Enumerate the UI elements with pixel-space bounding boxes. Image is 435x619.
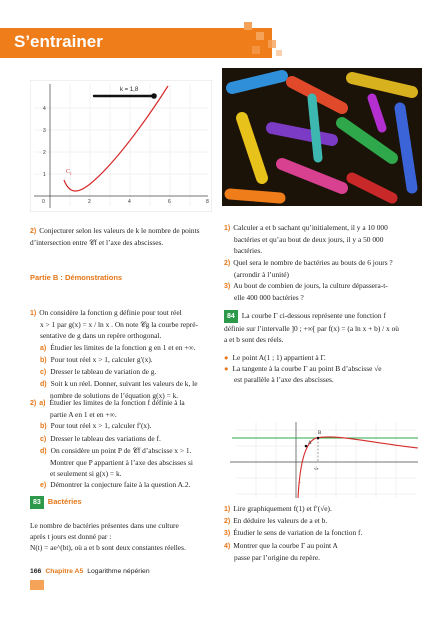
question-text: En déduire les valeurs de a et b.: [233, 516, 328, 526]
question-text: (arrondir à l’unité): [234, 269, 289, 279]
bullet-icon: ●: [224, 363, 229, 373]
chapter-title: Logarithme népérien: [87, 568, 150, 575]
gamma-label: Γ: [298, 483, 301, 488]
subquestion-text: Étudier les limites de la fonction f définie à la: [49, 398, 185, 407]
subquestion-label: b): [40, 356, 47, 364]
paragraph-line: N(t) = ae^(bt), où a et b sont deux constantes réelles.: [30, 543, 186, 553]
question-A2: [30, 225, 215, 248]
x-tick: 8: [206, 199, 209, 205]
question-number: 3): [224, 530, 231, 538]
decor-square: [244, 22, 252, 30]
bullet-icon: ●: [224, 352, 229, 362]
curve-graph: [30, 80, 212, 212]
exercise-84-questions: [224, 503, 424, 563]
decor-square: [252, 46, 260, 54]
subquestion-text: Pour tout réel x > 1, calculer g′(x).: [50, 354, 153, 364]
y-tick: 3: [43, 128, 46, 134]
y-tick: 1: [43, 172, 46, 178]
subquestion-text: Démontrer la conjecture faite à la question A.2.: [50, 480, 191, 490]
x-tick: 2: [88, 199, 91, 205]
question-number: 3): [224, 283, 231, 291]
exercise-number-badge: 83: [30, 496, 44, 509]
question-text: sentative de g dans un repère orthogonal.: [40, 331, 162, 341]
chapter-label: Chapitre A5: [45, 568, 84, 575]
subquestion-text: et seulement si g(x) = k.: [50, 469, 122, 479]
question-B2: [30, 397, 215, 492]
subquestion-text: Étudier les limites de la fonction g en 1 et en +∞.: [50, 342, 196, 352]
subquestion-text: partie A en 1 et en +∞.: [50, 410, 117, 420]
question-text: elle 400 000 bactéries ?: [234, 293, 304, 303]
subquestion-text: Pour tout réel x > 1, calculer f′(x).: [50, 421, 152, 431]
question-number: 1): [224, 225, 231, 232]
bullet-text: est parallèle à l’axe des abscisses.: [234, 375, 334, 385]
bullet-text: Le point A(1 ; 1) appartient à Γ.: [232, 352, 326, 362]
question-text: Conjecturer selon les valeurs de k le nombre de points d’intersection entre 𝒞f et l’axe des abscisses.: [30, 226, 200, 248]
question-number: 2): [224, 259, 231, 267]
subquestion-label: a): [39, 400, 46, 407]
decor-square: [268, 40, 276, 48]
subquestion-text: Soit k un réel. Donner, suivant les valeurs de k, le: [50, 379, 198, 389]
subquestion-text: Montrer que P appartient à l’axe des abscisses si: [50, 458, 193, 468]
slider-label: k = 1,8: [120, 87, 139, 93]
point-b-label: B: [318, 431, 322, 436]
paragraph-line: après t jours est donné par :: [30, 532, 112, 542]
paragraph-line: La courbe Γ ci-dessous représente une fonction f: [241, 311, 386, 320]
subquestion-label: d): [40, 381, 47, 389]
question-number: 4): [224, 542, 231, 550]
footer-tab: [30, 580, 44, 590]
subquestion-text: nombre de solutions de l’équation g(x) = k.: [50, 391, 179, 401]
subquestion-text: On considère un point P de 𝒞f d’abscisse x > 1.: [50, 445, 192, 455]
question-number: 2): [30, 400, 37, 407]
question-text: Quel sera le nombre de bactéries au bouts de 6 jours ?: [233, 257, 393, 267]
bacteria-photo: [222, 68, 422, 206]
decor-square: [276, 50, 282, 56]
decor-square: [256, 32, 264, 40]
subquestion-text: Dresser le tableau des variations de f.: [50, 433, 161, 443]
chapter-banner: [0, 28, 272, 58]
page-number: 166: [30, 568, 42, 575]
exercise-number-badge: 84: [224, 310, 238, 323]
exercise-83-questions: [224, 222, 424, 303]
page-title: S’entrainer: [14, 32, 103, 51]
question-text: Lire graphiquement f(1) et f′(√e).: [233, 504, 332, 513]
question-number: 2): [30, 228, 37, 235]
x-tick: 4: [128, 199, 131, 205]
x-tick: 6: [168, 199, 171, 205]
exercise-83-heading: [30, 496, 82, 509]
curve-label: C: [66, 169, 71, 175]
paragraph-line: a et b sont des réels.: [224, 335, 284, 345]
curve-label-sub: f: [70, 171, 72, 176]
question-text: Montrer que la courbe Γ au point A: [233, 540, 338, 550]
subquestion-label: b): [40, 423, 47, 431]
question-text: passe par l’origine du repère.: [234, 552, 320, 562]
question-B1: [30, 307, 215, 402]
x-tick: 0: [42, 199, 45, 205]
exercise-84-text: [224, 310, 424, 385]
sqrt-e-label: √e: [314, 466, 319, 471]
question-text: x > 1 par g(x) = x / ln x . On note 𝒞g la courbe repré-: [40, 320, 199, 330]
bullet-text: La tangente à la courbe Γ au point B d’abscisse √e: [232, 363, 382, 373]
subquestion-label: a): [40, 344, 47, 352]
question-text: bactéries et qu’au bout de deux jours, il y a 50 000: [234, 235, 384, 245]
question-text: Au bout de combien de jours, la culture dépassera-t-: [233, 281, 388, 291]
page-footer: [30, 568, 150, 575]
question-number: 1): [30, 310, 37, 317]
subquestion-label: d): [40, 447, 47, 455]
gamma-graph: [226, 420, 422, 500]
subquestion-text: Dresser le tableau de variation de g.: [50, 367, 157, 377]
question-text: Calculer a et b sachant qu’initialement, il y a 10 000: [233, 223, 388, 232]
subquestion-label: c): [40, 369, 47, 377]
question-text: Étudier le sens de variation de la fonction f.: [233, 528, 363, 538]
exercise-83-text: [30, 520, 220, 554]
point-a-label: A: [308, 441, 312, 446]
subquestion-label: c): [40, 435, 47, 443]
subquestion-label: e): [40, 482, 47, 490]
y-tick: 2: [43, 150, 46, 156]
y-tick: 4: [43, 106, 46, 112]
section-heading: Partie B : Démonstrations: [30, 273, 123, 282]
question-text: On considère la fonction g définie pour tout réel: [39, 308, 182, 317]
exercise-title: Bactéries: [47, 497, 82, 506]
question-number: 2): [224, 518, 231, 526]
question-text: bactéries.: [234, 246, 263, 256]
paragraph-line: Le nombre de bactéries présentes dans une culture: [30, 521, 179, 530]
question-number: 1): [224, 506, 231, 513]
paragraph-line: définie sur l’intervalle ]0 ; +∞[ par f(x) = (a ln x + b) / x où: [224, 324, 399, 334]
